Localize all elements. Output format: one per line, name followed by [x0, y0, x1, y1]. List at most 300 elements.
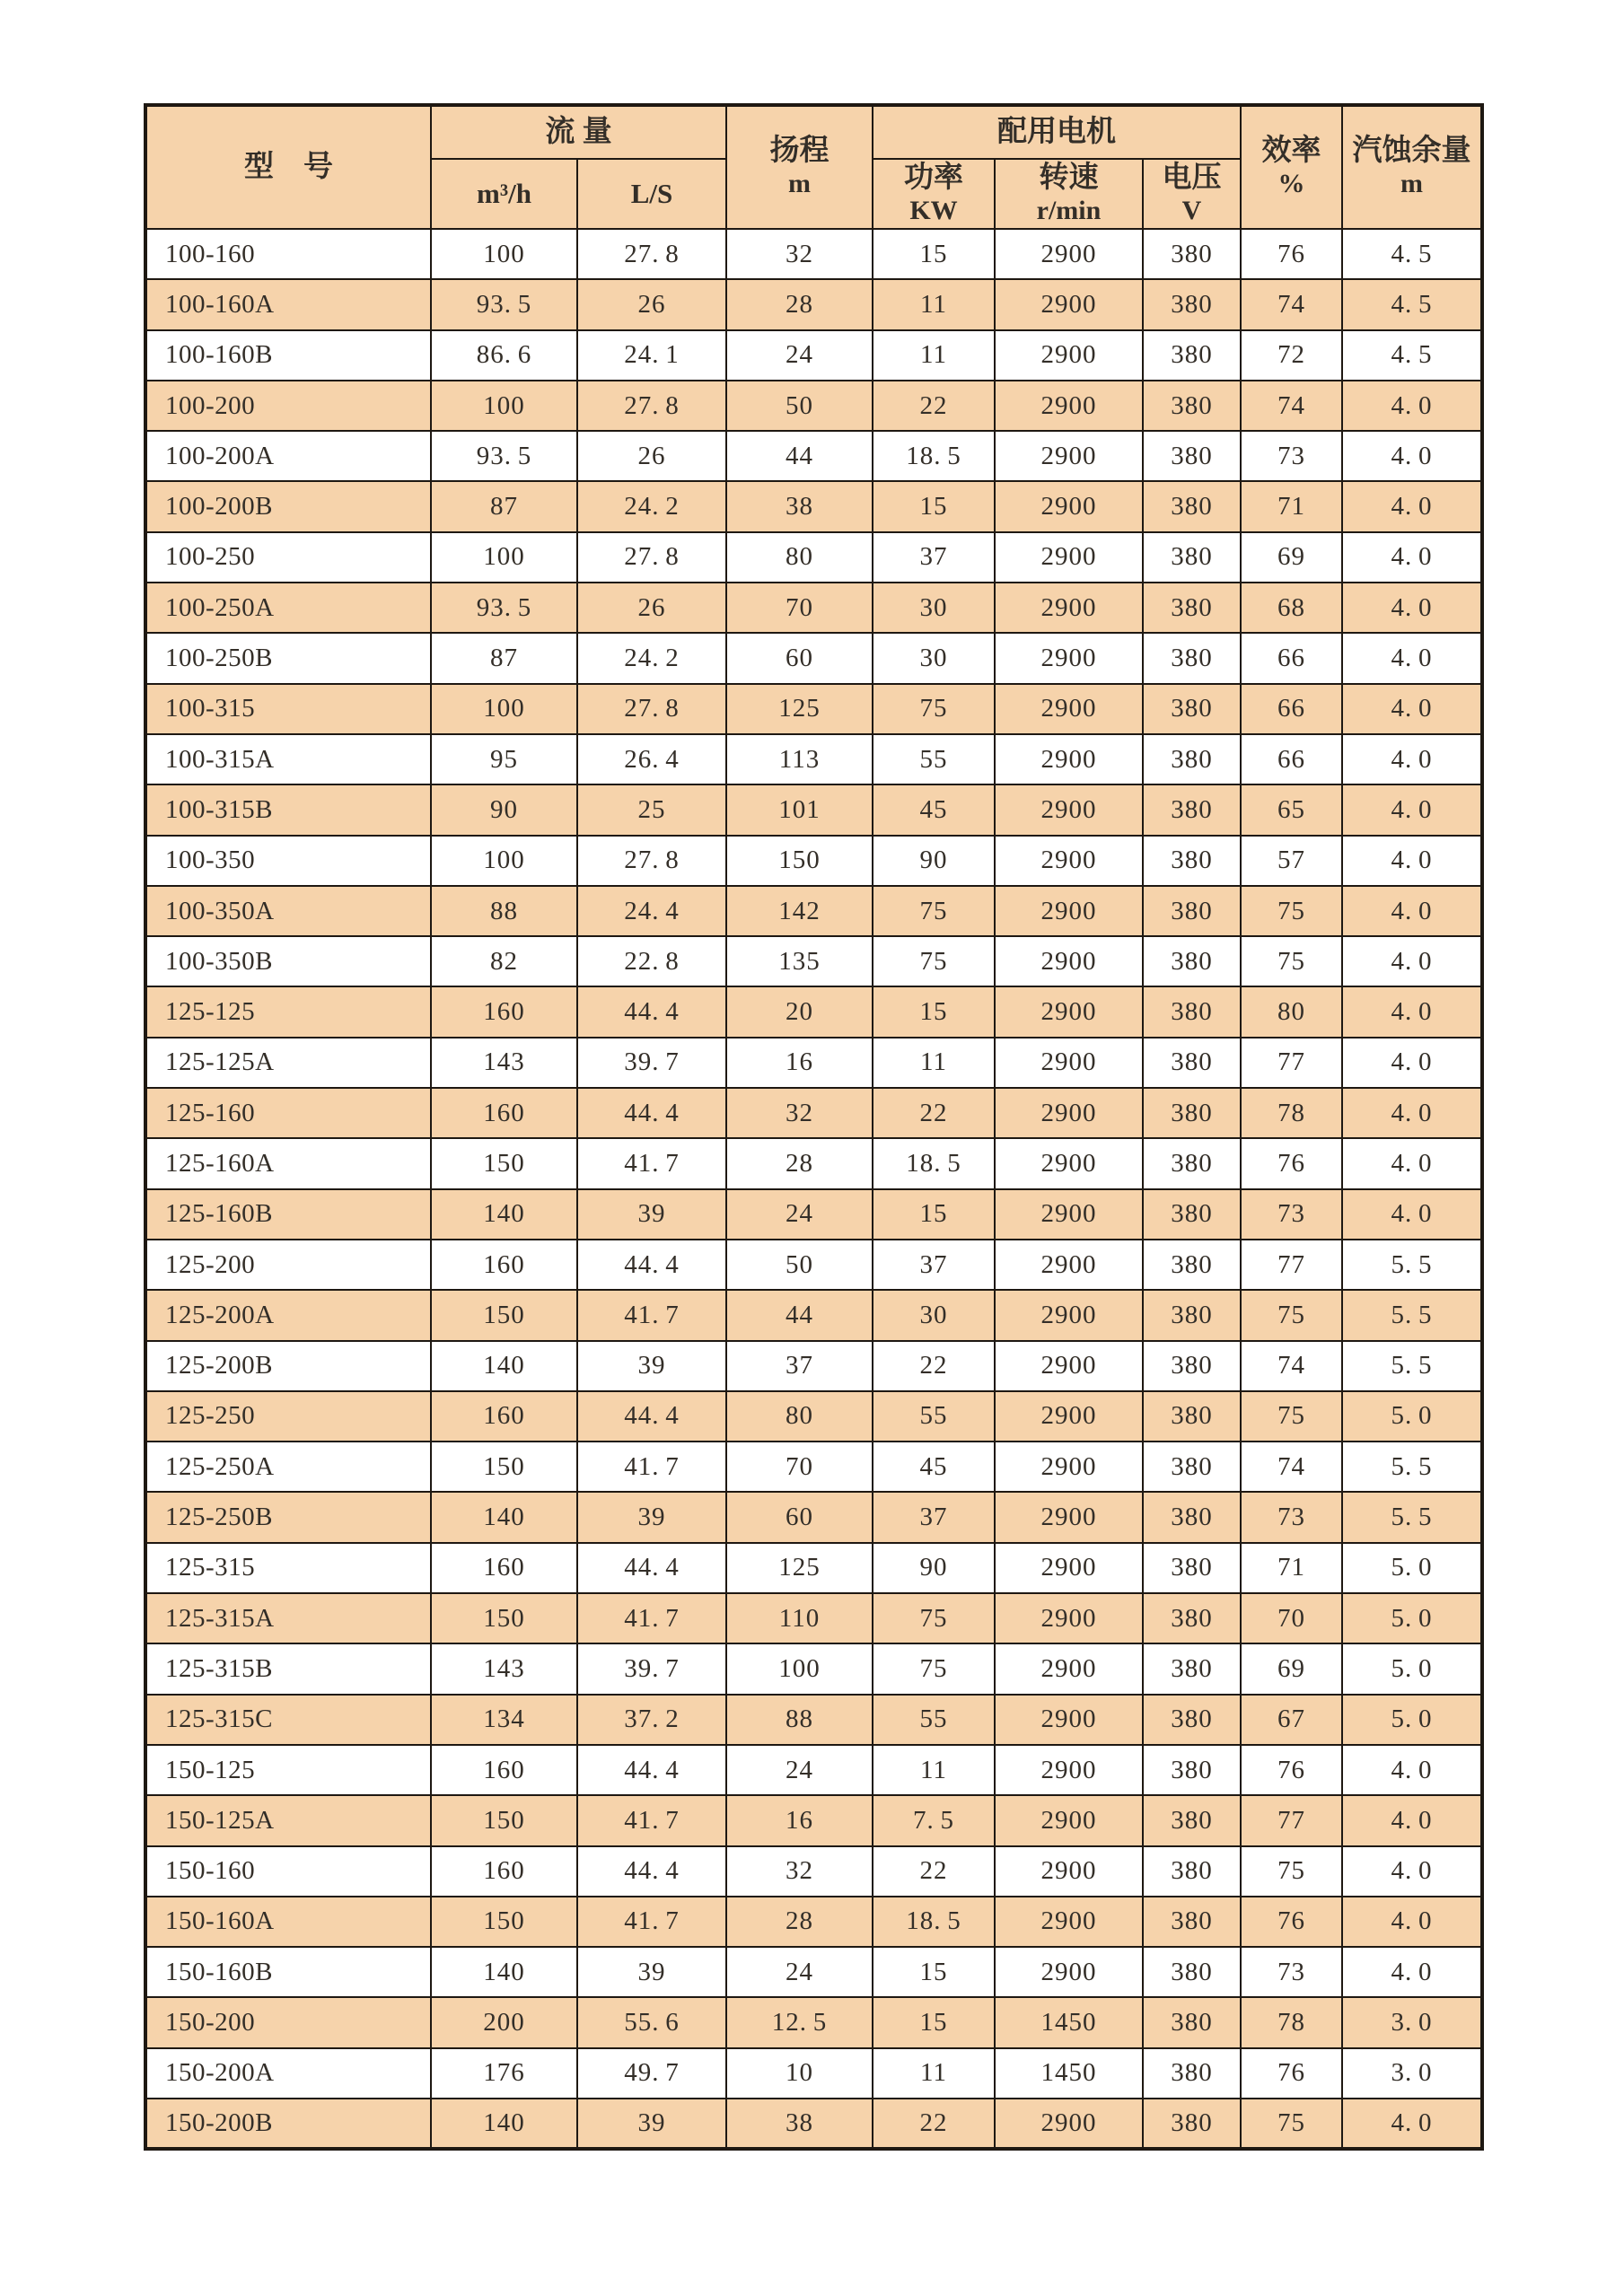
cell-flow-m3h: 82: [431, 936, 577, 986]
voltage-label: 电压: [1162, 161, 1222, 194]
cell-voltage: 380: [1143, 633, 1241, 683]
cell-flow-m3h: 160: [431, 986, 577, 1037]
cell-flow-ls: 44. 4: [577, 1543, 726, 1593]
cell-voltage: 380: [1143, 2099, 1241, 2149]
cell-flow-ls: 39. 7: [577, 1643, 726, 1694]
cell-power: 15: [873, 986, 995, 1037]
cell-speed: 2900: [995, 1846, 1143, 1897]
cell-flow-ls: 26: [577, 279, 726, 329]
speed-label: 转速: [1039, 161, 1099, 194]
cell-head: 60: [726, 1492, 873, 1542]
cell-head: 12. 5: [726, 1997, 873, 2047]
cell-speed: 2900: [995, 986, 1143, 1037]
cell-model: 125-250A: [145, 1442, 431, 1492]
cell-npsh: 4. 0: [1342, 836, 1482, 886]
cell-npsh: 4. 0: [1342, 1947, 1482, 1997]
cell-head: 110: [726, 1593, 873, 1643]
cell-power: 75: [873, 1643, 995, 1694]
header-row-groups: [145, 105, 1482, 159]
cell-flow-ls: 24. 1: [577, 330, 726, 381]
cell-voltage: 380: [1143, 1695, 1241, 1745]
cell-flow-ls: 24. 4: [577, 886, 726, 936]
cell-voltage: 380: [1143, 2048, 1241, 2099]
cell-voltage: 380: [1143, 229, 1241, 279]
cell-efficiency: 76: [1241, 229, 1342, 279]
cell-model: 100-200B: [145, 481, 431, 531]
cell-voltage: 380: [1143, 886, 1241, 936]
cell-power: 30: [873, 633, 995, 683]
cell-voltage: 380: [1143, 330, 1241, 381]
cell-head: 28: [726, 1138, 873, 1188]
cell-voltage: 380: [1143, 1897, 1241, 1947]
cell-efficiency: 77: [1241, 1240, 1342, 1290]
cell-flow-m3h: 100: [431, 229, 577, 279]
cell-model: 125-200: [145, 1240, 431, 1290]
cell-model: 125-125A: [145, 1038, 431, 1088]
col-header-flow-m3h: m³/h: [431, 159, 577, 229]
cell-flow-ls: 39. 7: [577, 1038, 726, 1088]
table-header: [145, 105, 1482, 229]
cell-speed: 2900: [995, 1543, 1143, 1593]
cell-flow-ls: 44. 4: [577, 1088, 726, 1138]
cell-efficiency: 66: [1241, 734, 1342, 784]
cell-speed: 2900: [995, 1391, 1143, 1442]
cell-efficiency: 76: [1241, 1897, 1342, 1947]
cell-efficiency: 74: [1241, 279, 1342, 329]
cell-power: 18. 5: [873, 431, 995, 481]
cell-speed: 2900: [995, 2099, 1143, 2149]
cell-head: 70: [726, 1442, 873, 1492]
table-row: [145, 936, 1482, 986]
table-row: [145, 1038, 1482, 1088]
cell-flow-ls: 26. 4: [577, 734, 726, 784]
cell-efficiency: 80: [1241, 986, 1342, 1037]
cell-power: 37: [873, 532, 995, 583]
cell-voltage: 380: [1143, 381, 1241, 431]
table-row: [145, 886, 1482, 936]
cell-head: 50: [726, 381, 873, 431]
cell-speed: 2900: [995, 431, 1143, 481]
cell-model: 100-315B: [145, 784, 431, 835]
cell-efficiency: 75: [1241, 2099, 1342, 2149]
cell-speed: 2900: [995, 886, 1143, 936]
cell-efficiency: 77: [1241, 1795, 1342, 1845]
cell-flow-m3h: 100: [431, 532, 577, 583]
cell-npsh: 5. 5: [1342, 1341, 1482, 1391]
table-row: [145, 2048, 1482, 2099]
cell-head: 10: [726, 2048, 873, 2099]
cell-flow-m3h: 160: [431, 1846, 577, 1897]
cell-flow-m3h: 140: [431, 1189, 577, 1240]
cell-model: 100-250A: [145, 583, 431, 633]
cell-npsh: 5. 5: [1342, 1492, 1482, 1542]
cell-model: 150-200: [145, 1997, 431, 2047]
cell-flow-m3h: 150: [431, 1593, 577, 1643]
cell-model: 100-350B: [145, 936, 431, 986]
cell-flow-ls: 44. 4: [577, 1391, 726, 1442]
cell-flow-m3h: 150: [431, 1795, 577, 1845]
cell-model: 125-315B: [145, 1643, 431, 1694]
cell-flow-ls: 41. 7: [577, 1138, 726, 1188]
cell-voltage: 380: [1143, 431, 1241, 481]
cell-power: 11: [873, 279, 995, 329]
cell-flow-ls: 41. 7: [577, 1442, 726, 1492]
cell-efficiency: 67: [1241, 1695, 1342, 1745]
cell-flow-m3h: 87: [431, 633, 577, 683]
table-row: [145, 1492, 1482, 1542]
cell-model: 100-160A: [145, 279, 431, 329]
cell-efficiency: 76: [1241, 1138, 1342, 1188]
cell-flow-ls: 27. 8: [577, 684, 726, 734]
cell-voltage: 380: [1143, 532, 1241, 583]
col-header-flow-ls: L/S: [577, 159, 726, 229]
cell-power: 75: [873, 886, 995, 936]
cell-speed: 2900: [995, 1088, 1143, 1138]
cell-flow-m3h: 160: [431, 1543, 577, 1593]
efficiency-unit: %: [1277, 169, 1305, 199]
cell-efficiency: 57: [1241, 836, 1342, 886]
cell-npsh: 4. 0: [1342, 1846, 1482, 1897]
cell-efficiency: 78: [1241, 1088, 1342, 1138]
cell-npsh: 4. 0: [1342, 431, 1482, 481]
cell-voltage: 380: [1143, 583, 1241, 633]
table-row: [145, 330, 1482, 381]
cell-efficiency: 69: [1241, 532, 1342, 583]
cell-model: 100-160B: [145, 330, 431, 381]
cell-power: 11: [873, 1038, 995, 1088]
cell-flow-m3h: 95: [431, 734, 577, 784]
cell-efficiency: 76: [1241, 2048, 1342, 2099]
cell-voltage: 380: [1143, 936, 1241, 986]
cell-efficiency: 78: [1241, 1997, 1342, 2047]
table-row: [145, 836, 1482, 886]
cell-power: 75: [873, 684, 995, 734]
cell-model: 100-160: [145, 229, 431, 279]
cell-head: 16: [726, 1795, 873, 1845]
cell-flow-m3h: 200: [431, 1997, 577, 2047]
speed-unit: r/min: [1036, 195, 1102, 225]
table-row: [145, 1846, 1482, 1897]
cell-head: 100: [726, 1643, 873, 1694]
cell-power: 18. 5: [873, 1138, 995, 1188]
cell-speed: 2900: [995, 633, 1143, 683]
cell-model: 125-160B: [145, 1189, 431, 1240]
table-row: [145, 1997, 1482, 2047]
cell-flow-m3h: 150: [431, 1290, 577, 1340]
cell-efficiency: 75: [1241, 886, 1342, 936]
cell-npsh: 5. 5: [1342, 1240, 1482, 1290]
cell-power: 11: [873, 1745, 995, 1795]
cell-power: 22: [873, 1088, 995, 1138]
cell-efficiency: 69: [1241, 1643, 1342, 1694]
table-row: [145, 1897, 1482, 1947]
cell-power: 15: [873, 1189, 995, 1240]
cell-speed: 1450: [995, 2048, 1143, 2099]
cell-voltage: 380: [1143, 1846, 1241, 1897]
cell-voltage: 380: [1143, 1442, 1241, 1492]
cell-flow-m3h: 160: [431, 1088, 577, 1138]
cell-efficiency: 71: [1241, 481, 1342, 531]
head-unit: m: [788, 169, 811, 199]
cell-flow-ls: 27. 8: [577, 532, 726, 583]
cell-model: 125-160A: [145, 1138, 431, 1188]
cell-head: 125: [726, 1543, 873, 1593]
cell-flow-ls: 26: [577, 583, 726, 633]
cell-speed: 2900: [995, 279, 1143, 329]
cell-power: 15: [873, 1947, 995, 1997]
cell-model: 125-200A: [145, 1290, 431, 1340]
cell-power: 11: [873, 2048, 995, 2099]
cell-efficiency: 65: [1241, 784, 1342, 835]
cell-speed: 2900: [995, 1038, 1143, 1088]
cell-model: 100-200A: [145, 431, 431, 481]
cell-npsh: 5. 0: [1342, 1391, 1482, 1442]
cell-flow-ls: 49. 7: [577, 2048, 726, 2099]
cell-head: 50: [726, 1240, 873, 1290]
cell-efficiency: 72: [1241, 330, 1342, 381]
cell-head: 80: [726, 1391, 873, 1442]
cell-model: 100-315: [145, 684, 431, 734]
cell-model: 100-350: [145, 836, 431, 886]
cell-speed: 2900: [995, 684, 1143, 734]
cell-power: 90: [873, 1543, 995, 1593]
cell-efficiency: 76: [1241, 1745, 1342, 1795]
cell-speed: 2900: [995, 1947, 1143, 1997]
cell-efficiency: 75: [1241, 1391, 1342, 1442]
table-row: [145, 1240, 1482, 1290]
power-unit: KW: [909, 195, 958, 225]
cell-head: 101: [726, 784, 873, 835]
cell-model: 125-315A: [145, 1593, 431, 1643]
cell-head: 32: [726, 1846, 873, 1897]
cell-npsh: 4. 0: [1342, 936, 1482, 986]
cell-head: 38: [726, 481, 873, 531]
cell-npsh: 4. 0: [1342, 481, 1482, 531]
table-row: [145, 1341, 1482, 1391]
cell-model: 125-250: [145, 1391, 431, 1442]
table-row: [145, 684, 1482, 734]
cell-model: 125-315C: [145, 1695, 431, 1745]
cell-power: 37: [873, 1240, 995, 1290]
cell-model: 100-250B: [145, 633, 431, 683]
cell-flow-m3h: 150: [431, 1138, 577, 1188]
cell-head: 125: [726, 684, 873, 734]
table-row: [145, 229, 1482, 279]
cell-efficiency: 71: [1241, 1543, 1342, 1593]
cell-speed: 2900: [995, 1492, 1143, 1542]
cell-npsh: 4. 0: [1342, 986, 1482, 1037]
cell-head: 16: [726, 1038, 873, 1088]
head-label: 扬程: [769, 135, 830, 168]
cell-voltage: 380: [1143, 1643, 1241, 1694]
table-row: [145, 431, 1482, 481]
cell-flow-m3h: 150: [431, 1897, 577, 1947]
cell-npsh: 5. 0: [1342, 1695, 1482, 1745]
npsh-label: 汽蚀余量: [1352, 135, 1471, 168]
cell-flow-ls: 27. 8: [577, 381, 726, 431]
col-header-motor-group: 配用电机: [873, 105, 1241, 159]
table-row: [145, 583, 1482, 633]
cell-efficiency: 73: [1241, 1189, 1342, 1240]
cell-power: 30: [873, 1290, 995, 1340]
table-row: [145, 1947, 1482, 1997]
cell-head: 32: [726, 229, 873, 279]
cell-voltage: 380: [1143, 1391, 1241, 1442]
cell-flow-ls: 24. 2: [577, 633, 726, 683]
pump-spec-table: [144, 103, 1484, 2151]
cell-power: 55: [873, 734, 995, 784]
cell-model: 125-315: [145, 1543, 431, 1593]
cell-voltage: 380: [1143, 986, 1241, 1037]
cell-voltage: 380: [1143, 481, 1241, 531]
cell-flow-ls: 41. 7: [577, 1795, 726, 1845]
cell-npsh: 4. 5: [1342, 229, 1482, 279]
cell-npsh: 4. 0: [1342, 1795, 1482, 1845]
cell-voltage: 380: [1143, 1189, 1241, 1240]
cell-voltage: 380: [1143, 1088, 1241, 1138]
cell-voltage: 380: [1143, 1038, 1241, 1088]
cell-efficiency: 74: [1241, 1442, 1342, 1492]
cell-voltage: 380: [1143, 734, 1241, 784]
cell-head: 70: [726, 583, 873, 633]
cell-npsh: 4. 0: [1342, 2099, 1482, 2149]
table-row: [145, 1290, 1482, 1340]
cell-model: 100-200: [145, 381, 431, 431]
table-row: [145, 784, 1482, 835]
table-body: [145, 229, 1482, 2149]
cell-speed: 2900: [995, 1643, 1143, 1694]
cell-head: 28: [726, 1897, 873, 1947]
cell-flow-m3h: 140: [431, 2099, 577, 2149]
cell-power: 7. 5: [873, 1795, 995, 1845]
col-header-voltage: [1143, 159, 1241, 229]
cell-speed: 2900: [995, 836, 1143, 886]
cell-flow-ls: 22. 8: [577, 936, 726, 986]
cell-efficiency: 73: [1241, 1492, 1342, 1542]
cell-voltage: 380: [1143, 784, 1241, 835]
cell-flow-m3h: 86. 6: [431, 330, 577, 381]
cell-voltage: 380: [1143, 1341, 1241, 1391]
cell-efficiency: 75: [1241, 936, 1342, 986]
cell-power: 15: [873, 229, 995, 279]
table-row: [145, 1138, 1482, 1188]
cell-model: 125-200B: [145, 1341, 431, 1391]
table-row: [145, 986, 1482, 1037]
table-sheet: [144, 103, 1484, 2151]
cell-flow-m3h: 93. 5: [431, 431, 577, 481]
cell-npsh: 4. 0: [1342, 583, 1482, 633]
cell-head: 24: [726, 1947, 873, 1997]
cell-flow-ls: 39: [577, 1492, 726, 1542]
cell-speed: 2900: [995, 583, 1143, 633]
cell-power: 55: [873, 1391, 995, 1442]
cell-head: 60: [726, 633, 873, 683]
cell-speed: 2900: [995, 1341, 1143, 1391]
cell-voltage: 380: [1143, 1138, 1241, 1188]
table-row: [145, 1593, 1482, 1643]
efficiency-label: 效率: [1261, 135, 1321, 168]
cell-npsh: 5. 0: [1342, 1643, 1482, 1694]
cell-flow-m3h: 140: [431, 1947, 577, 1997]
cell-flow-ls: 25: [577, 784, 726, 835]
table-row: [145, 532, 1482, 583]
cell-flow-m3h: 150: [431, 1442, 577, 1492]
cell-npsh: 4. 5: [1342, 330, 1482, 381]
cell-head: 88: [726, 1695, 873, 1745]
cell-flow-m3h: 93. 5: [431, 583, 577, 633]
cell-speed: 2900: [995, 532, 1143, 583]
cell-power: 90: [873, 836, 995, 886]
cell-efficiency: 66: [1241, 633, 1342, 683]
table-row: [145, 2099, 1482, 2149]
cell-head: 24: [726, 1189, 873, 1240]
cell-efficiency: 73: [1241, 431, 1342, 481]
cell-flow-m3h: 100: [431, 836, 577, 886]
cell-speed: 2900: [995, 1593, 1143, 1643]
cell-flow-ls: 44. 4: [577, 1846, 726, 1897]
cell-power: 75: [873, 936, 995, 986]
table-row: [145, 481, 1482, 531]
cell-npsh: 4. 0: [1342, 381, 1482, 431]
table-row: [145, 1189, 1482, 1240]
cell-speed: 2900: [995, 1189, 1143, 1240]
cell-model: 150-125A: [145, 1795, 431, 1845]
cell-voltage: 380: [1143, 1290, 1241, 1340]
table-row: [145, 1795, 1482, 1845]
cell-power: 11: [873, 330, 995, 381]
col-header-speed: [995, 159, 1143, 229]
cell-flow-ls: 55. 6: [577, 1997, 726, 2047]
cell-head: 38: [726, 2099, 873, 2149]
cell-flow-m3h: 160: [431, 1745, 577, 1795]
cell-voltage: 380: [1143, 1997, 1241, 2047]
cell-speed: 1450: [995, 1997, 1143, 2047]
cell-speed: 2900: [995, 784, 1143, 835]
col-header-head: [726, 105, 873, 229]
cell-power: 18. 5: [873, 1897, 995, 1947]
cell-flow-ls: 39: [577, 2099, 726, 2149]
table-row: [145, 381, 1482, 431]
cell-voltage: 380: [1143, 1947, 1241, 1997]
col-header-power: [873, 159, 995, 229]
cell-flow-m3h: 100: [431, 381, 577, 431]
cell-efficiency: 75: [1241, 1290, 1342, 1340]
cell-model: 150-125: [145, 1745, 431, 1795]
cell-speed: 2900: [995, 381, 1143, 431]
cell-voltage: 380: [1143, 836, 1241, 886]
cell-efficiency: 75: [1241, 1846, 1342, 1897]
cell-model: 100-250: [145, 532, 431, 583]
cell-voltage: 380: [1143, 684, 1241, 734]
cell-flow-m3h: 87: [431, 481, 577, 531]
cell-voltage: 380: [1143, 1593, 1241, 1643]
cell-flow-ls: 41. 7: [577, 1593, 726, 1643]
cell-npsh: 4. 0: [1342, 1088, 1482, 1138]
cell-head: 28: [726, 279, 873, 329]
cell-efficiency: 77: [1241, 1038, 1342, 1088]
cell-npsh: 5. 5: [1342, 1290, 1482, 1340]
cell-model: 150-200A: [145, 2048, 431, 2099]
cell-npsh: 4. 0: [1342, 886, 1482, 936]
table-row: [145, 1643, 1482, 1694]
cell-voltage: 380: [1143, 1492, 1241, 1542]
cell-power: 37: [873, 1492, 995, 1542]
cell-flow-ls: 39: [577, 1341, 726, 1391]
cell-head: 150: [726, 836, 873, 886]
cell-flow-ls: 27. 8: [577, 229, 726, 279]
cell-flow-ls: 44. 4: [577, 1240, 726, 1290]
cell-efficiency: 68: [1241, 583, 1342, 633]
